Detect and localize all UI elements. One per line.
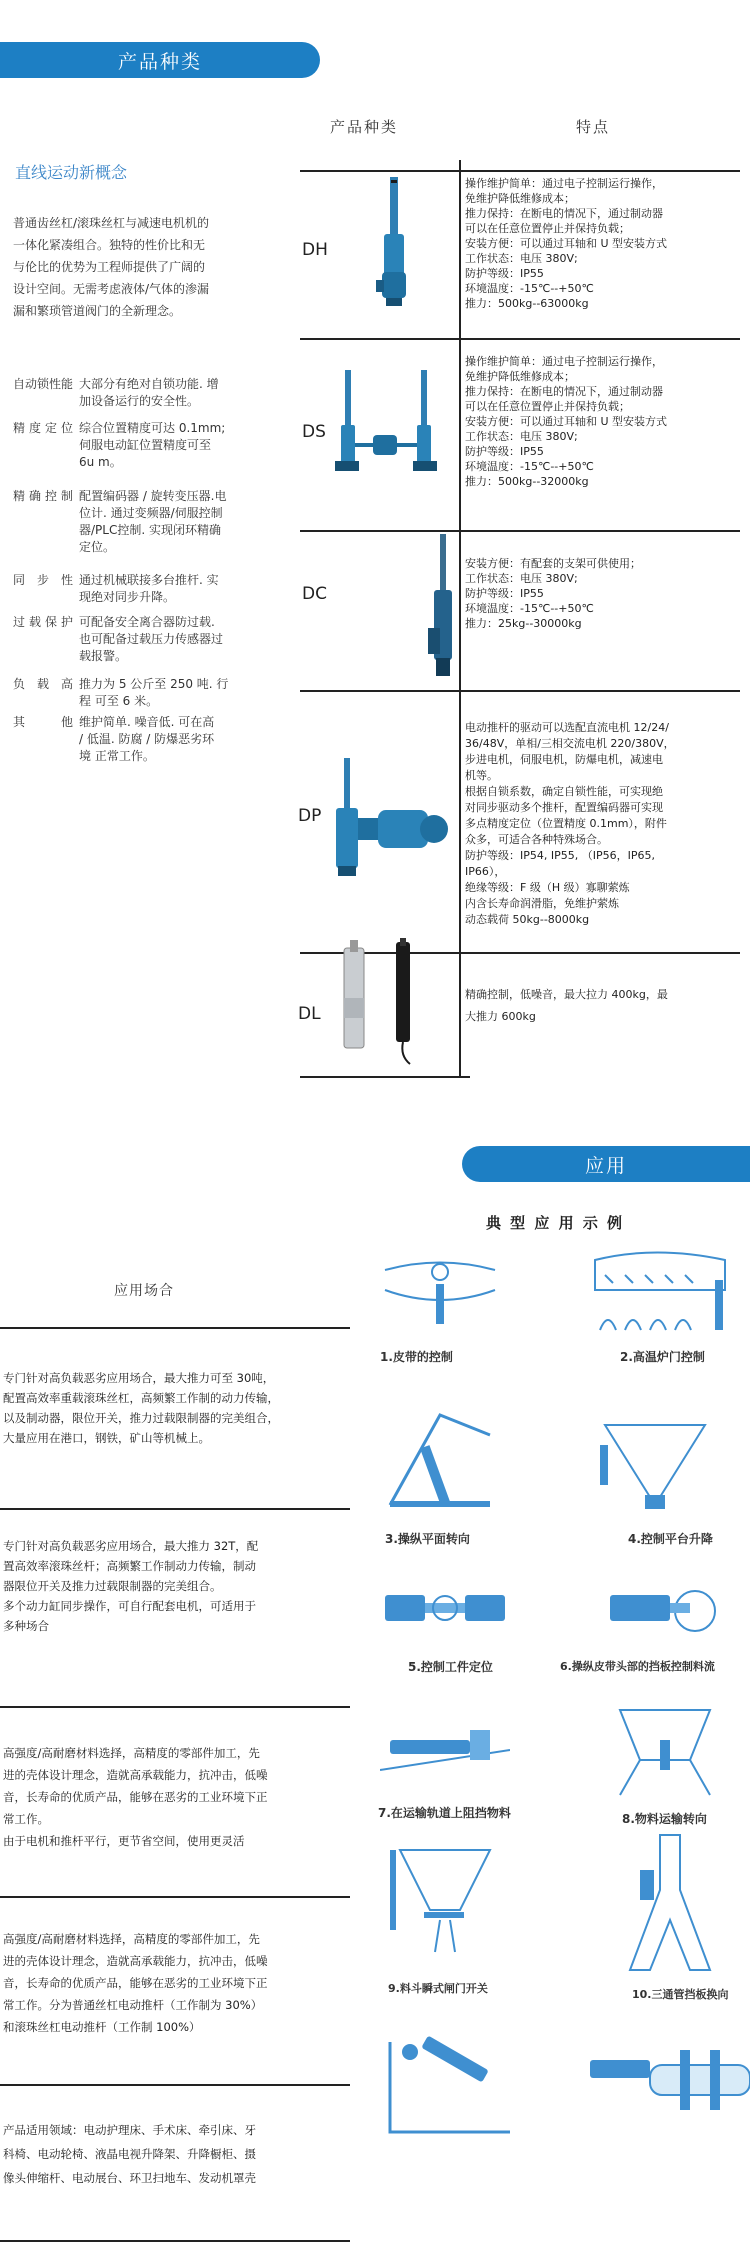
type-dl: DL bbox=[298, 1004, 321, 1024]
application-header: 应用 bbox=[462, 1146, 750, 1182]
feature-load: 负载高 推力为 5 公斤至 250 吨. 行 程 可至 6 米。 bbox=[13, 677, 229, 708]
app-line bbox=[0, 1508, 350, 1510]
desc-dc: 安装方便：有配套的支架可供使用； 工作状态：电压 380V; 防护等级：IP55 环境温度：-15℃--+50℃ 推力：25kg--30000kg bbox=[465, 557, 641, 630]
hopper-gate-illustration bbox=[380, 1840, 510, 1960]
example-label: 10.三通管挡板换向 bbox=[632, 1988, 729, 2001]
example-label: 8.物料运输转向 bbox=[622, 1812, 707, 1826]
row-line bbox=[300, 338, 740, 340]
desc-dp: 电动推杆的驱动可以选配直流电机 12/24/ 36/48V，单相/三相交流电机 220/380V， 步进电机，伺服电机，防爆电机，减速电 机等。 根据自锁系数，确定自锁性能，可实现绝 对同步驱动多个推杆，配置编码器可实现 多点精度定位（位置精度 0.1mm），附件 众多，可适合各种特殊场合。 防护等级：IP54, IP55, （IP56，IP65, IP66）， 绝缘等级：F 级（H 级）寡聊萦炼 内含长寿命润滑脂，免维护萦炼 动态载荷 50kg--8000kg bbox=[465, 721, 675, 926]
col-head-feature: 特点 bbox=[576, 118, 611, 136]
type-dc: DC bbox=[302, 584, 327, 604]
app-line bbox=[0, 2240, 350, 2242]
typical-examples-panel bbox=[360, 1180, 750, 2257]
tee-pipe-illustration bbox=[610, 1830, 730, 1980]
intro-text: 普通齿丝杠/滚珠丝杠与减速电机机的 一体化紧凑组合。独特的性价比和无 与伦比的优势为工程师提供了广阔的 设计空间。无需考虑液体/气体的渗漏 漏和繁琐管道阀门的全新理念。 bbox=[13, 216, 210, 318]
app-line bbox=[0, 1896, 350, 1898]
plane-steering-illustration bbox=[380, 1405, 500, 1515]
workpiece-positioning-illustration bbox=[380, 1575, 510, 1645]
feature-overload: 过载保护 可配备安全离合器防过载. 也可配备过载压力传感器过 载报警。 bbox=[13, 615, 224, 663]
products-header: 产品种类 bbox=[0, 42, 320, 78]
example-label: 4.控制平台升降 bbox=[628, 1532, 713, 1546]
row-line bbox=[300, 530, 740, 532]
app-line bbox=[0, 2084, 350, 2086]
application-cell: 高强度/高耐磨材料选择，高精度的零部件加工，先 进的壳体设计理念，造就高承载能力，抗冲击，低噪 音，长寿命的优质产品，能够在恶劣的工业环境下正 常工作。 由于电机和推杆平行，更节省空间，使用更灵活 bbox=[3, 1746, 268, 1848]
feature-positioning: 精度定位 综合位置精度可达 0.1mm; 伺服电动缸位置精度可至 6u m。 bbox=[13, 421, 226, 469]
lever-arm-illustration bbox=[380, 2022, 520, 2142]
example-label: 9.料斗瞬式闸门开关 bbox=[388, 1982, 488, 1995]
furnace-door-illustration bbox=[585, 1250, 735, 1340]
actuator-dc-image bbox=[420, 532, 470, 682]
material-diverter-illustration bbox=[600, 1700, 730, 1800]
feature-other: 其他 维护简单. 噪音低. 可在高 / 低温. 防腐 / 防爆恶劣环 境 正常工作。 bbox=[13, 715, 215, 763]
examples-title: 典 型 应 用 示 例 bbox=[485, 1214, 625, 1232]
feature-control: 精确控制 配置编码器 / 旋转变压器.电 位计. 通过变频器/伺服控制 器/PLC控制. 实现闭环精确 定位。 bbox=[13, 489, 227, 554]
intro-title: 直线运动新概念 bbox=[15, 163, 128, 182]
type-dh: DH bbox=[302, 240, 328, 260]
application-cell: 产品适用领域：电动护理床、手术床、牵引床、牙 科椅、电动轮椅、液晶电视升降架、升降橱柜、摄 像头伸缩杆、电动展台、环卫扫地车、发动机罩壳 bbox=[3, 2123, 256, 2185]
col-head-type: 产品种类 bbox=[330, 118, 399, 136]
actuator-dh-image bbox=[360, 172, 430, 312]
example-label: 6.操纵皮带头部的挡板控制料流 bbox=[560, 1660, 715, 1673]
application-cell: 专门针对高负载恶劣应用场合，最大推力可至 30吨， 配置高效率重载滚珠丝杠，高频繁工作制的动力传输， 以及制动器，限位开关，推力过载限制器的完美组合， 大量应用在港口，钢铁，矿山等机械上。 bbox=[3, 1371, 279, 1445]
belt-control-illustration bbox=[380, 1250, 500, 1330]
feature-sync: 同步性 通过机械联接多台推杆. 实 现绝对同步升降。 bbox=[13, 573, 219, 604]
desc-dl: 精确控制，低噪音，最大拉力 400kg，最 大推力 600kg bbox=[465, 988, 668, 1023]
app-line bbox=[0, 1706, 350, 1708]
feature-self-lock: 自动锁性能 大部分有绝对自锁功能. 增 加设备运行的安全性。 bbox=[13, 377, 219, 408]
platform-lift-illustration bbox=[585, 1405, 725, 1515]
application-scenarios-heading: 应用场合 bbox=[114, 1283, 174, 1299]
application-cell: 高强度/高耐磨材料选择，高精度的零部件加工，先 进的壳体设计理念，造就高承载能力，抗冲击，低噪 音，长寿命的优质产品，能够在恶劣的工业环境下正 常工作。分为普通丝杠电动推杆（工作制为 30%） 和滚珠丝杠电动推杆（工作制 100%） bbox=[3, 1932, 268, 2034]
example-label: 1.皮带的控制 bbox=[380, 1350, 453, 1364]
app-line bbox=[0, 1327, 350, 1329]
type-dp: DP bbox=[298, 806, 322, 826]
desc-ds: 操作维护简单：通过电子控制运行操作， 免维护降低维修成本； 推力保持：在断电的情况下，通过制动器 可以在任意位置停止并保持负载； 安装方便：可以通过耳轴和 U 型安装方式 工作状态：电压 380V; 防护等级：IP55 环境温度：-15℃--+50℃ 推力：500kg--32000kg bbox=[465, 355, 668, 488]
application-cell: 专门针对高负载恶劣应用场合，最大推力 32T，配 置高效率滚珠丝杆；高频繁工作制动力传输，制动 器限位开关及推力过载限制器的完美组合。 多个动力缸同步操作，可自行配套电机，可适用于 多种场合 bbox=[3, 1539, 259, 1633]
type-ds: DS bbox=[302, 422, 326, 442]
actuator-dp-image bbox=[330, 748, 455, 878]
row-line bbox=[300, 690, 740, 692]
example-label: 2.高温炉门控制 bbox=[620, 1350, 705, 1364]
actuator-dl-image bbox=[330, 938, 450, 1068]
example-label: 3.操纵平面转向 bbox=[385, 1532, 470, 1546]
pipe-actuator-illustration bbox=[570, 2030, 750, 2120]
belt-head-baffle-illustration bbox=[600, 1575, 730, 1645]
example-label: 7.在运输轨道上阻挡物料 bbox=[378, 1806, 511, 1820]
rail-block-illustration bbox=[380, 1710, 510, 1790]
desc-dh: 操作维护简单：通过电子控制运行操作， 免维护降低维修成本； 推力保持：在断电的情况下，通过制动器 可以在任意位置停止并保持负载； 安装方便：可以通过耳轴和 U 型安装方式 工作状态：电压 380V; 防护等级：IP55 环境温度：-15℃--+50℃ 推力：500kg--63000kg bbox=[465, 177, 668, 310]
example-label: 5.控制工件定位 bbox=[408, 1660, 493, 1674]
actuator-ds-image bbox=[325, 365, 455, 485]
row-line bbox=[300, 1076, 470, 1078]
